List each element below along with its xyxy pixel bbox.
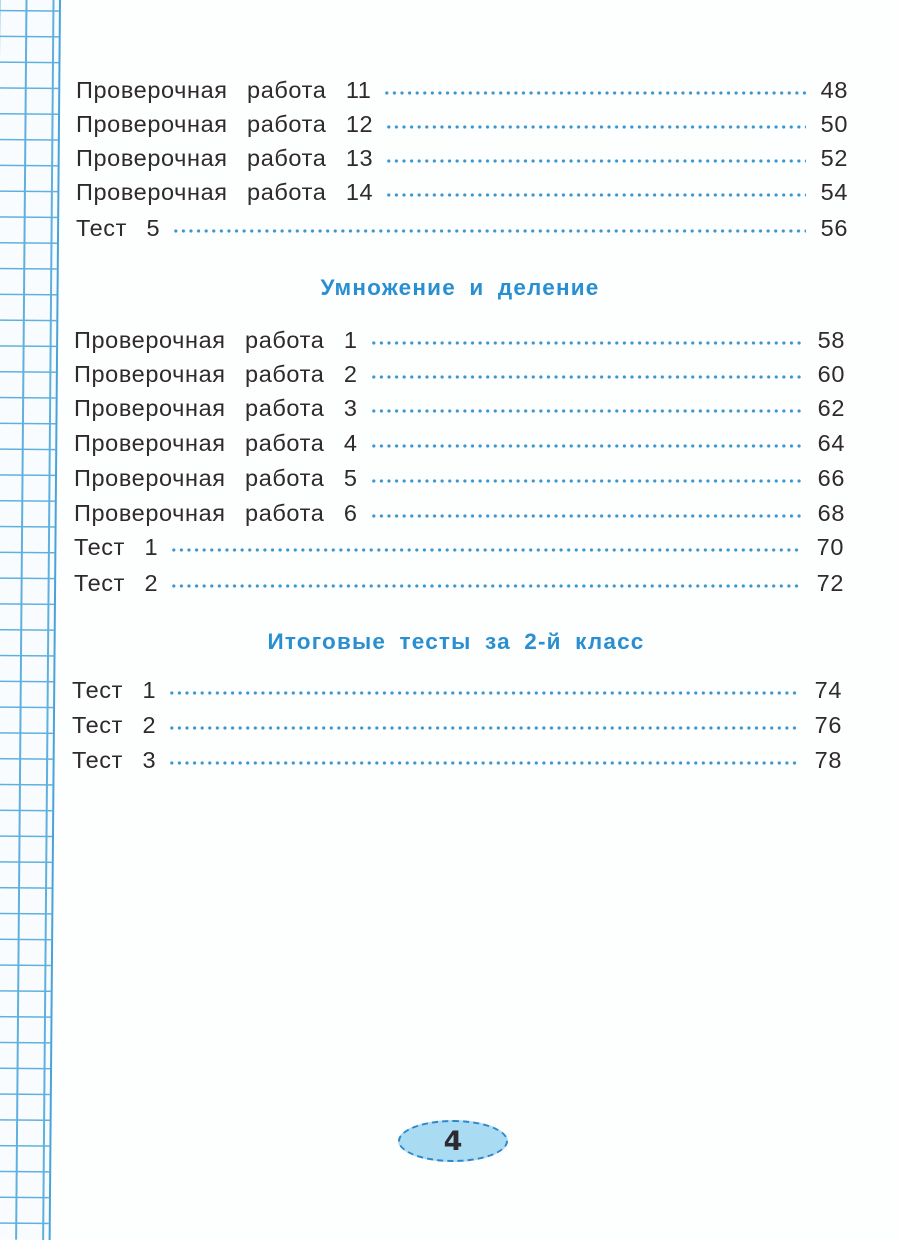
section-heading-multiplication-division: Умножение и деление <box>320 275 600 300</box>
toc-entry-title: Тест 3 <box>72 746 157 773</box>
toc-entry[interactable] <box>74 358 845 390</box>
dot-leader <box>168 726 800 730</box>
toc-entry[interactable] <box>74 392 845 424</box>
section-heading-final-tests: Итоговые тесты за 2-й класс <box>267 629 645 654</box>
page-number: 4 <box>443 1125 463 1157</box>
toc-entry-page: 52 <box>820 144 848 171</box>
toc-entry-page: 70 <box>816 533 844 560</box>
toc-entry-title: Проверочная работа 6 <box>74 499 358 526</box>
dot-leader <box>170 584 802 588</box>
toc-entry-title: Проверочная работа 13 <box>76 144 374 171</box>
toc-entry-page: 62 <box>817 394 845 421</box>
toc-entry[interactable] <box>72 674 842 706</box>
dot-leader <box>370 375 803 379</box>
toc-entry-title: Проверочная работа 12 <box>76 110 374 137</box>
toc-entry-title: Проверочная работа 3 <box>74 394 358 421</box>
toc-entry-page: 58 <box>817 326 845 353</box>
dot-leader <box>370 341 803 345</box>
toc-entry[interactable] <box>76 74 848 106</box>
toc-entry[interactable] <box>74 497 845 529</box>
toc-entry[interactable] <box>76 176 848 208</box>
toc-entry[interactable] <box>74 531 844 563</box>
toc-entry-title: Проверочная работа 1 <box>74 326 358 353</box>
toc-entry[interactable] <box>74 324 845 356</box>
dot-leader <box>385 193 806 197</box>
toc-entry-page: 48 <box>820 76 848 103</box>
toc-entry-page: 50 <box>820 110 848 137</box>
toc-entry-title: Тест 1 <box>72 676 157 703</box>
dot-leader <box>385 159 806 163</box>
toc-entry[interactable] <box>76 212 848 244</box>
toc-entry-page: 76 <box>814 711 842 738</box>
toc-entry[interactable] <box>76 142 848 174</box>
toc-entry-page: 54 <box>820 178 848 205</box>
dot-leader <box>370 479 803 483</box>
toc-entry-title: Тест 1 <box>74 533 159 560</box>
dot-leader <box>168 761 800 765</box>
toc-entry-page: 78 <box>814 746 842 773</box>
toc-entry-page: 56 <box>820 214 848 241</box>
toc-entry-title: Тест 2 <box>74 569 159 596</box>
toc-entry-title: Проверочная работа 4 <box>74 429 358 456</box>
toc-entry-page: 66 <box>817 464 845 491</box>
dot-leader <box>383 91 806 95</box>
toc-entry[interactable] <box>76 108 848 140</box>
dot-leader <box>385 125 806 129</box>
toc-entry[interactable] <box>74 427 845 459</box>
dot-leader <box>370 514 803 518</box>
toc-entry-title: Проверочная работа 14 <box>76 178 374 205</box>
toc-entry-page: 74 <box>814 676 842 703</box>
toc-entry-page: 72 <box>816 569 844 596</box>
toc-entry-page: 64 <box>817 429 845 456</box>
toc-entry-title: Тест 5 <box>76 214 161 241</box>
dot-leader <box>370 444 803 448</box>
dot-leader <box>172 229 806 233</box>
toc-entry-page: 60 <box>817 360 845 387</box>
toc-entry-title: Проверочная работа 2 <box>74 360 358 387</box>
toc-entry-page: 68 <box>817 499 845 526</box>
toc-entry[interactable] <box>74 567 844 599</box>
dot-leader <box>168 691 800 695</box>
page-number-badge <box>398 1120 508 1162</box>
toc-entry-title: Тест 2 <box>72 711 157 738</box>
toc-entry-title: Проверочная работа 11 <box>76 76 372 103</box>
dot-leader <box>370 409 803 413</box>
toc-entry[interactable] <box>74 462 845 494</box>
toc-entry[interactable] <box>72 744 842 776</box>
toc-entry[interactable] <box>72 709 842 741</box>
toc-entry-title: Проверочная работа 5 <box>74 464 358 491</box>
dot-leader <box>170 548 802 552</box>
